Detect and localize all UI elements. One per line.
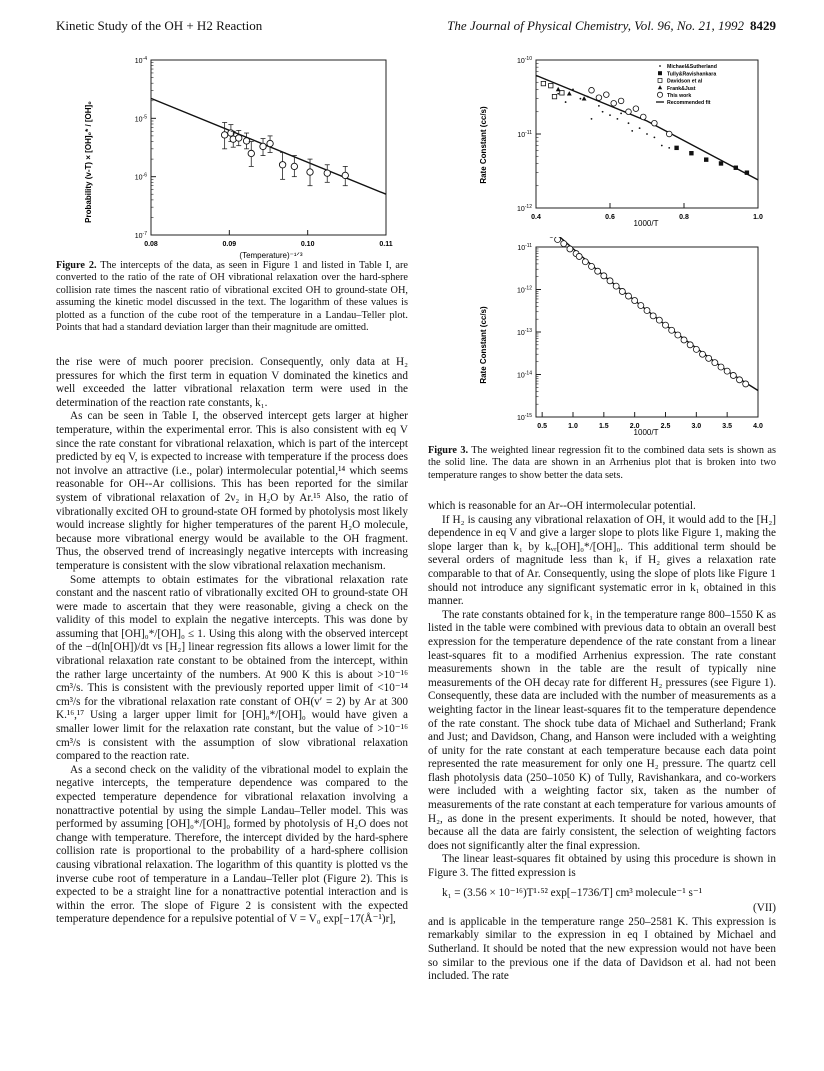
point-tully-ravishankara [689,151,693,155]
point-davidson [560,91,564,95]
point-this-work [613,283,619,289]
figure-2-caption [56,260,408,334]
paragraph: which is reasonable for an Ar‑‑OH intermolecular potential. [428,500,696,512]
legend-label: Recommended fit [667,100,711,107]
point-davidson [541,81,545,85]
x-tick-label: 4.0 [753,423,763,430]
data-point [291,163,297,169]
point-this-work [638,303,644,309]
point-this-work [626,293,632,299]
left-column-body [56,356,408,927]
fig2-ylabel: Probability (v-T) × [OH]₀* / [OH]₀ [84,101,93,223]
y-tick-label: $10^{-12}$ [516,285,532,295]
point-this-work [561,241,567,247]
point-frank-just [556,87,561,91]
x-tick-label: 0.11 [379,241,393,248]
data-point [221,132,227,138]
point-this-work [669,327,675,333]
point-this-work [619,288,625,294]
point-this-work [693,346,699,352]
point-this-work [607,278,613,284]
figure-3-upper-plot [428,50,776,230]
x-tick-label: 0.6 [605,214,615,221]
point-this-work [589,87,595,93]
legend-label: Frank&Just [667,85,696,92]
point-tully-ravishankara [674,146,678,150]
point-this-work [724,368,730,374]
x-tick-label: 2.0 [629,423,640,430]
point-michael-sutherland [591,118,593,120]
paragraph: Some attempts to obtain estimates for the vibrational relaxation rate constant and the nascent ratio of vibrationally excited OH to ground-state OH were made to ascertain that they were reasonable, giving a check on the validity of this model to explain the negative intercepts. This was done by assuming that [OH]₀*/[OH]₀ ≤ 1. Using this along with the observed intercept of the −d(ln[OH])/dt vs [H₂] linear regression fits allows a lower limit for the vibrational relaxation rate constant to be obtained from the intercept, within the rather large uncertainty of the numbers. At 900 K this is about >10⁻¹⁶ cm³/s. This is consistent with the previously reported upper limit of <10⁻¹⁴ cm³/s for the vibrational relaxation rate constant of OH(v′ = 2) by Ar at 300 K.¹⁶,¹⁷ Using a larger upper limit for [OH]₀*/[OH]₀ would have given a smaller lower limit for the relaxation rate constant, but the value of >10⁻¹⁶ cm³/s is consistent with the assumption of slow vibrational relaxation compared to the reaction rate. [56,573,408,763]
point-michael-sutherland [580,98,582,100]
point-this-work [641,114,647,120]
point-michael-sutherland [565,101,567,103]
x-tick-label: 1.0 [753,214,763,221]
x-tick-label: 0.09 [222,241,237,248]
point-this-work [582,259,588,265]
x-tick-label: 0.08 [144,241,158,248]
point-this-work [632,298,638,304]
point-this-work [626,109,632,115]
x-tick-label: 0.10 [300,241,315,248]
point-davidson [549,83,553,87]
figure-3-caption-text: The weighted linear regression fit to the combined data sets is shown as the solid line. The data are shown in an Arrhenius plot that is broken into two temperature ranges to show better the data sets. [428,445,776,481]
point-michael-sutherland [620,112,622,114]
paragraph: The linear least-squares fit obtained by using this procedure is shown in Figure 3. The fitted expression is [428,853,776,880]
x-tick-label: 0.5 [537,423,548,430]
point-this-work [712,360,718,366]
fit-line [536,75,758,179]
equation-vii: k₁ = (3.56 × 10⁻¹⁶)T¹·⁵² exp[−1736/T] cm³ molecule⁻¹ s⁻¹ [442,886,703,899]
running-head: Kinetic Study of the OH + H2 Reaction [56,18,263,33]
fig3b-ylabel: Rate Constant (cc/s) [479,306,488,384]
x-tick-label: 0.8 [679,214,689,221]
data-point [342,172,348,178]
paragraph: As a second check on the validity of the vibrational model to explain the negative intercepts, the temperature dependence was compared to the expected temperature dependence for vibrational relaxation involving a nonattractive potential by using the simple Landau–Teller model. This was performed by assuming [OH]₀*/[OH]₀ formed by photolysis of H₂O does not change with temperature. Therefore, the intercept divided by the hard-sphere collision rate is proportional to the probability of a hard-sphere collision causing vibrational relaxation. The logarithm of this quantity is plotted vs the inverse cube root of temperature in a Landau–Teller plot (Figure 2). This is expected to be a straight line for a nonattractive potential interaction and is within the error. The slope of Figure 2 is consistent with the expected temperature dependence for a repulsive potential of V = V₀ exp[−17(Å⁻¹)r], [56,763,408,926]
point-this-work [555,237,561,243]
x-tick-label: 0.4 [531,214,541,221]
paragraph: the rise were of much poorer precision. Consequently, only data at H₂ pressures for which the first term in equation V dominated the kinetics and well exceeded the latter vibrational relaxation term were used in the determination of the reaction rate constants, k₁. [56,356,408,409]
point-this-work [700,351,706,357]
data-point [279,162,285,168]
point-this-work [633,106,639,112]
point-michael-sutherland [668,147,670,149]
legend-marker [658,71,662,75]
data-point [243,138,249,144]
legend-marker [658,85,662,89]
page-number: 8429 [750,18,776,33]
legend-label: Davidson et al [667,78,703,85]
point-this-work [656,317,662,323]
data-point [324,170,330,176]
x-tick-label: 2.5 [660,423,671,430]
point-michael-sutherland [598,105,600,107]
point-michael-sutherland [617,118,619,120]
point-tully-ravishankara [719,161,723,165]
y-tick-label: $10^{-6}$ [134,172,147,182]
y-tick-label: $10^{-11}$ [517,130,532,139]
point-michael-sutherland [609,114,611,116]
point-michael-sutherland [628,122,630,124]
journal-citation [447,18,776,34]
point-michael-sutherland [646,133,648,135]
y-tick-label: $10^{-5}$ [134,114,147,124]
fig3a-ylabel: Rate Constant (cc/s) [479,106,488,184]
point-michael-sutherland [572,89,574,91]
figure-3-caption-label: Figure 3. [428,445,469,456]
legend-marker [658,78,662,82]
x-tick-label: 3.0 [691,423,702,430]
point-this-work [611,100,617,106]
legend-label: This work [667,93,692,99]
legend-marker [659,65,661,67]
figure-2-plot [56,50,408,260]
point-this-work [687,342,693,348]
point-this-work [596,95,602,101]
point-this-work [718,364,724,370]
legend-label: Tully&Ravishankara [667,71,717,78]
figure-3-lower-plot [428,237,776,437]
figure-2-caption-text: The intercepts of the data, as seen in Figure 1 and listed in Table I, are converted to the ratio of the rate of OH vibrational relaxation over the hard-sphere collision rate times the nascent ratio of vibrational excited OH to ground-state OH, assuming the kinetic model discussed in the text. The logarithm of these values is plotted as a function of the cube root of the temperature in a Landau–Teller plot. Points that had a standard deviation larger than their magnitude are omitted. [56,260,408,334]
point-this-work [737,377,743,383]
point-michael-sutherland [557,93,559,95]
legend-marker [657,92,662,97]
fig3a-xlabel: 1000/T [633,219,659,228]
paragraph: As can be seen in Table I, the observed intercept gets larger at higher temperature, within the experimental error. This is also consistent with eq V since the rate constant for vibrational relaxation, which is part of the intercept predicted by eq V, is expected to increase with temperature if the process does not involve an attractive (i.e., polar) intermolecular potential,¹⁴ which seems reasonable for OH‑‑Ar collisions. This has been reported for the similar system of vibrational relaxation of 2ν₂ in H₂O by Ar.¹⁵ Also, the ratio of vibrationally excited OH to ground-state OH formed by photolysis most likely would increase slightly for higher temperatures of the parent H₂O molecule, because more vibrational energy would be available to the OH fragment. Thus, the observed trend of increasingly negative intercepts with increasing temperature is consistent with the slow vibrational relaxation mechanism. [56,410,408,572]
fig3b-xlabel: 1000/T [633,428,659,437]
point-this-work [706,355,712,361]
point-this-work [666,131,672,137]
figure-2-caption-label: Figure 2. [56,260,97,271]
equation-number: (VII) [753,902,776,915]
data-point [267,140,273,146]
journal-name: The Journal of Physical Chemistry, Vol. 96, No. 21, 1992 [447,18,744,33]
point-michael-sutherland [631,130,633,132]
fit-line [542,237,758,391]
point-this-work [652,120,658,126]
y-tick-label: $10^{-13}$ [516,328,532,337]
point-michael-sutherland [661,145,663,147]
point-tully-ravishankara [734,166,738,170]
y-tick-label: $10^{-11}$ [517,243,532,252]
plot-frame [151,60,386,235]
data-point [260,143,266,149]
point-this-work [604,92,610,98]
paragraph: and is applicable in the temperature range 250–2581 K. This expression is remarkably similar to the expression in eq I obtained by Michael and Sutherland. It should be noted that the new expression would not have been so similar to the previous one if the data of Davidson et al. had not been included. The rate [428,915,776,983]
point-this-work [650,313,656,319]
x-tick-label: 3.5 [722,423,733,430]
point-michael-sutherland [654,136,656,138]
point-tully-ravishankara [745,170,749,174]
point-this-work [576,253,582,259]
fig2-xlabel: (Temperature)⁻¹ᐟ³ [239,251,303,260]
point-michael-sutherland [587,96,589,98]
point-frank-just [567,91,572,95]
paragraph: If H₂ is causing any vibrational relaxation of OH, it would add to the [H₂] dependence in eq V and give a larger slope to plots like Figure 1, making the slope larger than k₁ by kᵥᵣ[OH]₀*/[OH]₀. This additional term should be several orders of magnitude less than k₁ if H₂ gives a relaxation rate comparable to that of Ar. Consequently, using the slope of plots like Figure 1 should not introduce any significant systematic error in k₁ obtained in this manner. [428,513,776,608]
x-tick-label: 1.0 [568,423,578,430]
data-point [248,150,254,156]
data-point [307,169,313,175]
point-tully-ravishankara [704,157,708,161]
x-tick-label: 1.5 [598,423,609,430]
figure-3-caption [428,445,776,482]
y-tick-label: $10^{-12}$ [516,204,532,213]
point-this-work [618,98,624,104]
y-tick-label: $10^{-10}$ [516,56,532,65]
point-davidson [552,94,556,98]
paragraph: The rate constants obtained for k₁ in the temperature range 800–1550 K as listed in the table were combined with previous data to obtain an overall best expression for the temperature dependence of the rate constant from a linear least-squares fit to a modified Arrhenius expression. The rate constant measurements shown in the table are the result of typically nine measurements of the OH decay rate for different H₂ pressures (see Figure 1). Consequently, these data are included with the number of measurements as a weighting factor in the linear least-squares fit to the temperature dependence of the rate constant. The shock tube data of Michael and Sutherland; Frank and Just; and Davidson, Chang, and Hanson were included with a weighting of unity for the rate constant at each temperature because each data point represented the rate measurement for only one H₂ pressure. The quartz cell flash photolysis data (250–1050 K) of Tully, Ravishankara, and co-workers were included with a weighting factor six, taken as the number of measurements of the rate constant at each temperature for various amounts of H₂, as done in the present experiments. It should be noted, however, that because all the data are fairly consistent, the selection of weighting factors does not significantly alter the final expression. [428,608,776,852]
point-michael-sutherland [602,111,604,113]
y-tick-label: $10^{-4}$ [134,56,147,65]
point-this-work [589,263,595,269]
point-this-work [743,381,749,387]
point-this-work [567,246,573,252]
point-this-work [681,337,687,343]
legend-label: Michael&Sutherland [667,64,717,71]
y-tick-label: $10^{-15}$ [516,413,532,422]
plot-frame [536,247,758,417]
point-this-work [730,372,736,378]
point-this-work [644,308,650,314]
point-michael-sutherland [639,127,641,129]
point-this-work [601,273,607,279]
y-tick-label: $10^{-7}$ [134,231,147,240]
y-tick-label: $10^{-14}$ [516,370,532,380]
point-this-work [663,322,669,328]
data-point [236,135,242,141]
point-this-work [675,332,681,338]
point-frank-just [582,96,587,100]
right-column-body [428,500,776,984]
point-this-work [595,268,601,274]
